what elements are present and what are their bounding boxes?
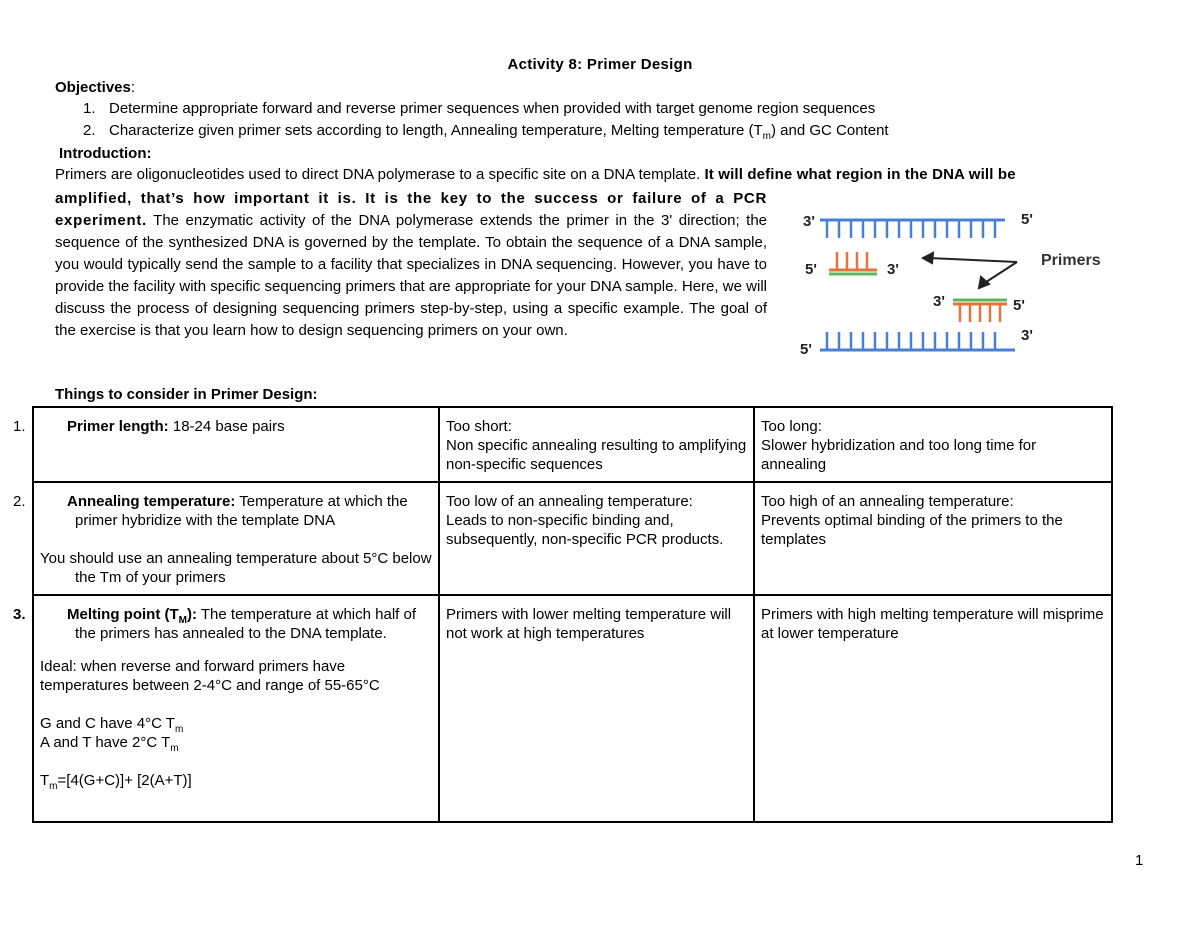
- introduction-first-line: Primers are oligonucleotides used to direct DNA polymerase to a specific site on a DNA template. It will define what region in the DNA will be: [55, 166, 1016, 183]
- introduction-heading: Introduction:: [59, 145, 152, 162]
- table-row: [33, 482, 1112, 595]
- objectives-heading: Objectives:: [55, 79, 136, 96]
- primer2-right-label: 5': [1013, 297, 1025, 314]
- table-row: [33, 407, 1112, 482]
- objective-item: 2. Characterize given primer sets according to length, Annealing temperature, Melting temperature $(T_m)$ and GC Content: [83, 122, 889, 142]
- primer2-left-label: 3': [933, 293, 945, 310]
- bottom-template-strand: [820, 332, 1015, 350]
- top-right-label: 5': [1021, 211, 1033, 228]
- top-left-label: 3': [803, 213, 815, 230]
- melting-point-cell: 3. Melting point $(T_M)$: The temperature at which half of the primers has annealed to the DNA template. Ideal: when reverse and forward primers have temperatures between 2-4°C and range of 55-65°C G and C have 4°C $T_m$ A and T have 2°C $T_m$ $T_m=[4(G+C)]+ [2(A+T)]$: [33, 595, 439, 822]
- objective-item: 1. Determine appropriate forward and reverse primer sequences when provided with target genome region sequences: [83, 100, 876, 117]
- table-row: [33, 595, 1112, 822]
- objectives-list: [83, 100, 889, 144]
- things-to-consider-heading: Things to consider in Primer Design:: [55, 386, 318, 403]
- annealing-temperature-cell: 2. Annealing temperature: Temperature at which the primer hybridize with the template DNA You should use an annealing temperature about 5°C below the Tm of your primers: [33, 482, 439, 595]
- lower-melting-cell: Primers with lower melting temperature will not work at high temperatures: [439, 595, 754, 822]
- primers-label: Primers: [1041, 252, 1101, 269]
- too-low-annealing-cell: Too low of an annealing temperature: Leads to non-specific binding and, subsequently, non-specific PCR products.: [439, 482, 754, 595]
- page-title: Activity 8: Primer Design: [507, 56, 693, 73]
- top-template-strand: [820, 220, 1005, 238]
- primer-design-table: [13, 406, 1113, 823]
- bottom-left-label: 5': [800, 341, 812, 358]
- introduction-paragraph: amplified, that’s how important it is. It is the key to the success or failure of a PCR experiment. The enzymatic activity of the DNA polymerase extends the primer in the 3' direction; the sequence of the synthesized DNA is governed by the template. To obtain the sequence of a DNA sample, you would typically send the sample to a facility that specializes in DNA sequencing. However, you have to provide the facility with specific sequencing primers that are appropriate for your DNA sample. Here, we will discuss the process of designing sequencing primers step-by-step, using a specific example. The goal of the exercise is that you learn how to design sequencing primers on your own.: [55, 190, 767, 339]
- higher-melting-cell: Primers with high melting temperature will misprime at lower temperature: [754, 595, 1112, 822]
- primer-annealing-diagram: [795, 200, 1115, 365]
- primer1-right-label: 3': [887, 261, 899, 278]
- too-high-annealing-cell: Too high of an annealing temperature: Prevents optimal binding of the primers to the templates: [754, 482, 1112, 595]
- primer-length-cell: 1. Primer length: 18-24 base pairs: [33, 407, 439, 482]
- too-long-cell: Too long: Slower hybridization and too long time for annealing: [754, 407, 1112, 482]
- page-number: 1: [1135, 852, 1144, 869]
- forward-primer: [829, 252, 877, 274]
- too-short-cell: Too short: Non specific annealing resulting to amplifying non-specific sequences: [439, 407, 754, 482]
- reverse-primer: [953, 300, 1007, 322]
- primer1-left-label: 5': [805, 261, 817, 278]
- bottom-right-label: 3': [1021, 327, 1033, 344]
- primer-pointer-arrows: [923, 253, 1017, 288]
